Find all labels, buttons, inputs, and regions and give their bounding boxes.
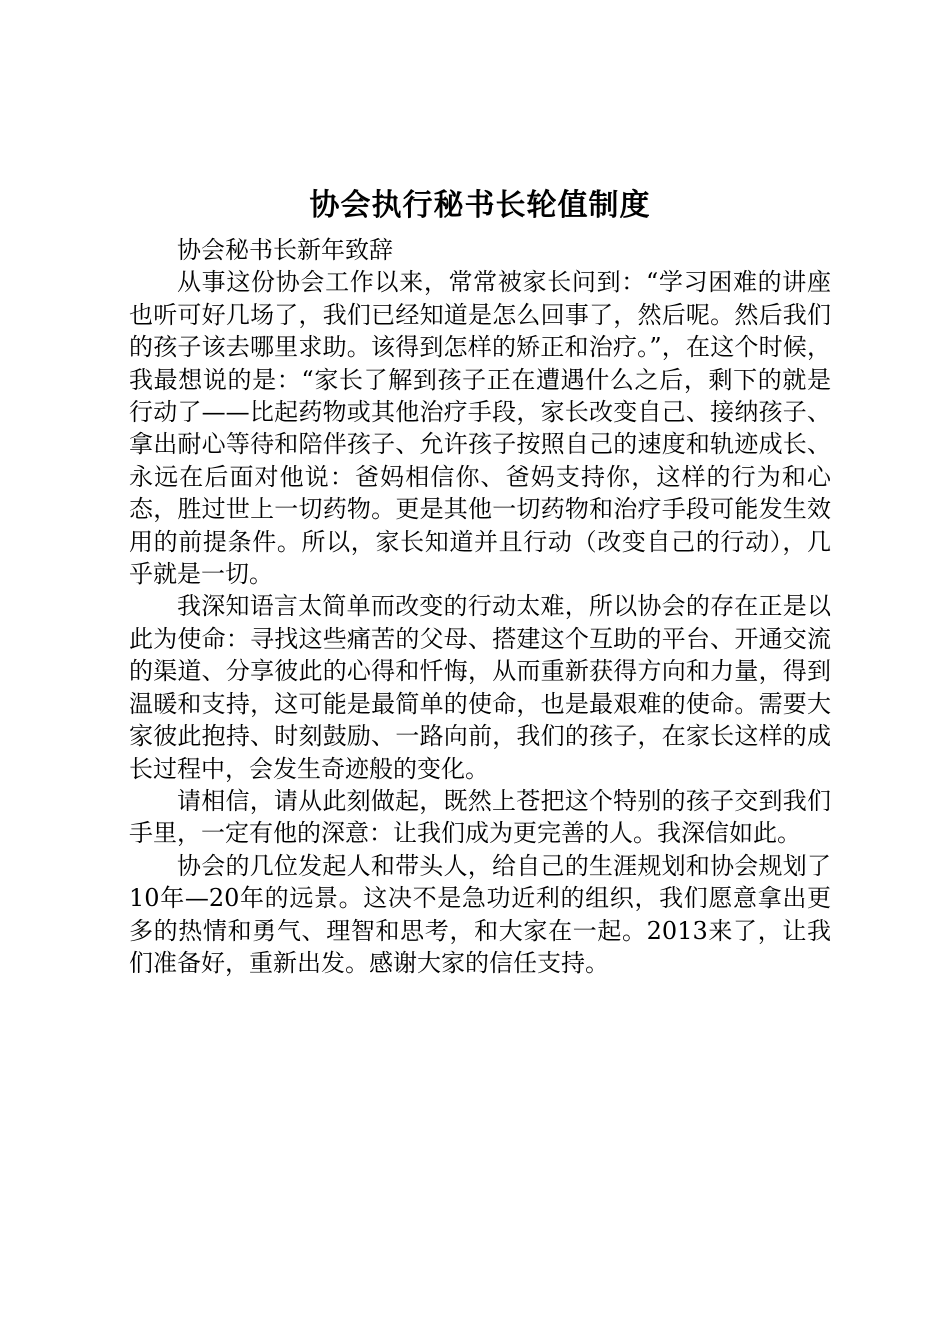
paragraph-1: 从事这份协会工作以来，常常被家长问到：“学习困难的讲座也听可好几场了，我们已经知道是怎么回事了，然后呢。然后我们的孩子该去哪里求助。该得到怎样的矫正和治疗。”，在这个时候，我最想说的是：“家长了解到孩子正在遭遇什么之后，剩下的就是行动了——比起药物或其他治疗手段，家长改变自己、接纳孩子、拿出耐心等待和陪伴孩子、允许孩子按照自己的速度和轨迹成长、永远在后面对他说：爸妈相信你、爸妈支持你，这样的行为和心态，胜过世上一切药物。更是其他一切药物和治疗手段可能发生效用的前提条件。所以，家长知道并且行动（改变自己的行动），几乎就是一切。 <box>129 268 831 589</box>
document-subtitle: 协会秘书长新年致辞 <box>177 236 393 264</box>
paragraph-3: 请相信，请从此刻做起，既然上苍把这个特别的孩子交到我们手里，一定有他的深意：让我们成为更完善的人。我深信如此。 <box>129 786 831 848</box>
paragraph-4: 协会的几位发起人和带头人，给自己的生涯规划和协会规划了10年—20年的远景。这决不是急功近利的组织，我们愿意拿出更多的热情和勇气、理智和思考，和大家在一起。2013来了，让我们准备好，重新出发。感谢大家的信任支持。 <box>129 851 831 977</box>
document-page <box>129 184 831 979</box>
paragraph-2: 我深知语言太简单而改变的行动太难，所以协会的存在正是以此为使命：寻找这些痛苦的父母、搭建这个互助的平台、开通交流的渠道、分享彼此的心得和忏悔，从而重新获得方向和力量，得到温暖和支持，这可能是最简单的使命，也是最艰难的使命。需要大家彼此抱持、时刻鼓励、一路向前，我们的孩子，在家长这样的成长过程中，会发生奇迹般的变化。 <box>129 592 831 783</box>
document-title: 协会执行秘书长轮值制度 <box>309 188 651 223</box>
